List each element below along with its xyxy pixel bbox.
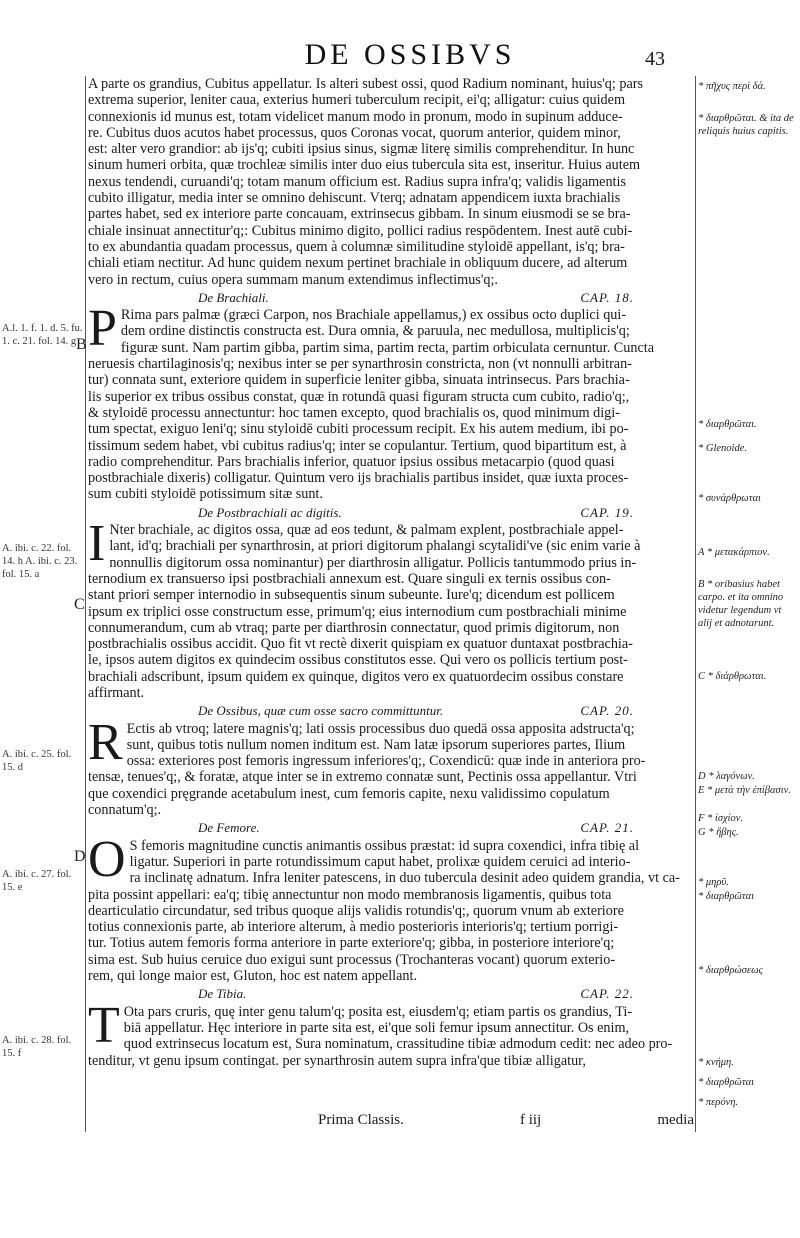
- chapter-21: [88, 820, 694, 984]
- chapter-heading: [88, 986, 694, 1002]
- text-line: le, ipsos autem digitos ex quindecim ossibus constitutos esse. Qui vero os pollicis tertium post-: [88, 652, 628, 669]
- right-margin-note: A * μετακάρπιον.: [698, 547, 770, 558]
- text-line: & styloidē processu annectuntur: hoc tamen excepto, quod brachialis os, quod minimum digi-: [88, 404, 620, 421]
- gathering-mark: f iij: [519, 1112, 542, 1128]
- right-margin-note: * μηρῦ.: [698, 877, 729, 888]
- margin-letter: B: [76, 336, 87, 353]
- left-column-rule: [85, 76, 86, 1132]
- text-line: pita possint appellari: ea'q; tibię annectuntur non modo membranosis ligamentis, quibus tota: [88, 886, 612, 903]
- text-line: brachiali adscribunt, ipsum quidem ex quinque, digitos vero ex quatuordecim ossibus constare: [88, 668, 624, 685]
- left-margin-note: A. ibi. c. 22. fol. 14. h A. ibi. c. 23. fol. 15. a: [2, 543, 78, 580]
- chapter-heading: [88, 820, 694, 836]
- text-line: partes habet, sed ex interiore parte concauam, extrinsecus gibbam. In sinum eiusmodi se se bra-: [88, 206, 631, 223]
- catchword: media: [657, 1112, 694, 1128]
- text-line: nexus tendendi, curuandi'q; totam manum officium est. Radius supra infra'q; validis ligamentis: [88, 173, 626, 190]
- chapter-number: CAP. 22.: [580, 986, 634, 1002]
- chapter-title: De Postbrachiali ac digitis.: [198, 504, 342, 520]
- right-margin-note: * διαρθρώσεως: [698, 965, 763, 976]
- text-line: S femoris magnitudine cunctis animantis ossibus præstat: id supra coxendici, infra tibię al: [129, 837, 640, 854]
- right-margin-note: C * διάρθρωται.: [698, 671, 767, 682]
- text-line: tensæ, tenues'q;, & foratæ, atque inter se in extremo connatæ sunt, Pectinis ossa appellantur. Vtri: [88, 769, 637, 786]
- text-line: ligatur. Superiori in parte rotundissimum caput habet, prolixæ quidem ceruici ad interio-: [129, 853, 631, 870]
- margin-letter: C: [74, 596, 85, 613]
- right-margin-note: * διαρθρῶται: [698, 1077, 755, 1088]
- right-margin-note: G * ἥβης.: [698, 827, 739, 838]
- text-line: connexionis id munus est, totam videlicet manum modo in pronum, modo in supinum adduce-: [88, 108, 623, 125]
- text-line: to ex abundantia quadam processus, quem à columnæ similitudine styloidē appellant, is'q; bra-: [88, 238, 625, 255]
- text-line: ra inclinatę adnatum. Infra leniter patescens, in duo tubercula desinit adeo quidem grandia, vt ca-: [129, 870, 680, 887]
- text-line: lis superior ex tribus ossibus constat, quæ in rotundā quasi figuram structa cum cubito, radio'q;,: [88, 388, 630, 405]
- text-line: sima est. Sub huius ceruice duo exigui sunt processus (Trochanteras vocant) quorum exterio-: [88, 951, 616, 968]
- text-line: radio comprehenditur. Pars brachialis inferior, quatuor ipsius ossibus metacarpio (quod quasi: [88, 453, 615, 470]
- text-line: sum cubiti styloidē potissimum sitæ sunt.: [88, 486, 323, 503]
- text-line: postbrachiale dixeris) colligatur. Quintum vero ijs brachialis partibus insidet, quæ iuxta proces-: [88, 470, 629, 487]
- text-line: tum spectat, exiguo leni'q; sinu styloidē cubiti processum recipit. Ex his autem medium, ibi po-: [88, 421, 629, 438]
- right-margin-note: * διαρθρῶται: [698, 891, 755, 902]
- chapter-heading: [88, 505, 694, 521]
- text-line: Ota pars cruris, quę inter genu talum'q; posita est, eiusdem'q; etiam partis os grandius, Ti-: [123, 1003, 633, 1020]
- right-margin-note: * κνήμη.: [698, 1057, 734, 1068]
- text-line: neruesis chartilaginosis'q; nexibus inter se per synarthrosin constricta, non (vt nonnulli arbitran-: [88, 356, 632, 373]
- text-line: stant priori semper internodio in subsequentis sinum subeunte. Iure'q; dicendum est pollicem: [88, 587, 615, 604]
- chapter-heading: [88, 290, 694, 306]
- chapter-title: De Brachiali.: [198, 289, 269, 305]
- text-line: quod extrinsecus locatum est, Sura nominatum, crassitudine tibiæ admodum cedit: nec adeo pro-: [123, 1036, 673, 1053]
- running-head: DE OSSIBVS: [304, 38, 516, 71]
- text-line: ternodium ex transuerso ipsi postbrachiali annexum est. Quare singuli ex ternis ossibus con-: [88, 570, 611, 587]
- chapter-number: CAP. 18.: [580, 289, 634, 305]
- text-line: lant, id'q; brachiali per synarthrosin, at priori digitorum phalangi scytalidi've (sic enim varie à: [109, 538, 641, 555]
- text-line: Ectis ab vtroq; latere magnis'q; lati ossis processibus duo quedā ossa apposita adstructa'q;: [126, 720, 635, 737]
- text-line: vero in rectum, cuius opera summam manum extendimus inflectimus'q;.: [88, 271, 498, 288]
- text-line: tur. Totius autem femoris forma anteriore in parte exteriore'q; gibba, in posteriore interiore'q;: [88, 935, 615, 952]
- drop-cap: T: [88, 996, 120, 1054]
- text-line: Nter brachiale, ac digitos ossa, quæ ad eos tedunt, & palmam explent, postbrachiale appel-: [109, 522, 624, 539]
- chapter-22: [88, 986, 694, 1068]
- text-line: extrema superior, leniter caua, exterius humeri tuberculum recipit, ei'q; alligatur: cuius quidem: [88, 92, 625, 109]
- left-margin-note: A. ibi. c. 25. fol. 15. d: [2, 749, 72, 773]
- page-footer: [88, 1112, 694, 1129]
- drop-cap: R: [88, 713, 123, 771]
- right-margin-note: * πῆχυς περὶ δά.: [698, 81, 766, 92]
- right-margin-note: B * oribasius habet carpo. et ita omnino videtur legendum vt alij et adnotarunt.: [698, 579, 784, 629]
- right-margin-note: * διαρθρῶται. & ita de reliquis huius capitis.: [698, 113, 794, 137]
- text-line: biā appellatur. Hęc interiore in parte sita est, ei'que soli femur ipsum annectitur. Os enim,: [123, 1019, 630, 1036]
- text-line: tur) connata sunt, exteriore quidem in superficie leniter gibba, sinuata intrinsecus. Pars brachia-: [88, 372, 630, 389]
- text-line: dem ordine distinctis constructa est. Dura omnia, & paruula, nec medullosa, multiplicis'q;: [120, 323, 630, 340]
- text-line: que coxendici pręgrande acetabulum inest, cum femoris capite, nexu validissimo copulatum: [88, 785, 610, 802]
- right-margin-note: * περόνη.: [698, 1097, 739, 1108]
- text-line: totius connexionis parte, ab interiore alterum, à medio posterioris interioris'q; tertium porrigi-: [88, 919, 619, 936]
- left-margin-note: A. ibi. c. 28. fol. 15. f: [2, 1035, 72, 1059]
- chapter-title: De Femore.: [198, 820, 260, 836]
- text-line: ossa: exteriores post femoris ingressum inferiores'q;, Coxendicū: quæ inde in anteriora pro-: [126, 753, 646, 770]
- text-line: nonnullis digitorum ossa nominantur) per diarthrosin alligatur. Pollicis tantummodo prius in-: [109, 554, 637, 571]
- text-line: postbrachialis ossibus accidit. Quo fit vt rectè dixerit quispiam ex quatuor duntaxat postbrachia-: [88, 636, 633, 653]
- text-line: figuræ sunt. Nam partim gibba, partim sima, partim recta, partim orbiculata cernuntur. Cuncta: [120, 339, 654, 356]
- chapter-20: [88, 703, 694, 818]
- drop-cap: I: [88, 515, 106, 573]
- text-line: tissimum sedem habet, vbi cubitus radius'q; inter se copulantur. Tertium, quod bipartitum est, à: [88, 437, 627, 454]
- chapter-number: CAP. 19.: [580, 504, 634, 520]
- page-number: 43: [645, 48, 665, 70]
- text-line: sunt, quibus totis nullum nomen inditum est. Nam latæ ipsorum superiores partes, Ilium: [126, 736, 626, 753]
- chapter-title: De Tibia.: [198, 986, 247, 1002]
- right-margin-note: E * μετὰ τὴν ἐπίβασιν.: [698, 785, 791, 796]
- right-margin-note: * Glenoide.: [698, 443, 747, 454]
- left-margin-note: A.l. 1. f. 1. d. 5. fu. 1. c. 21. fol. 14. g: [2, 323, 83, 347]
- signature-mark: Prima Classis.: [318, 1112, 404, 1128]
- main-text-column: [88, 76, 694, 1069]
- text-line: tenditur, vt genu ipsum contingat. per synarthrosin autem supra infra'que tibiæ alligatur,: [88, 1052, 586, 1069]
- text-line: re. Cubitus duos acutos habet processus, quos Coronas vocat, quorum anterior, quidem minor,: [88, 124, 621, 141]
- drop-cap: O: [88, 830, 126, 888]
- intro-paragraph: [88, 76, 694, 288]
- chapter-number: CAP. 21.: [580, 820, 634, 836]
- text-line: connumerandum, cum ab vtraq; parte per diarthrosin connectatur, quod primis digitorum, non: [88, 619, 620, 636]
- right-margin-note: * διαρθρῶται.: [698, 419, 757, 430]
- chapter-number: CAP. 20.: [580, 703, 634, 719]
- text-line: connatum'q;.: [88, 802, 162, 819]
- right-column-rule: [695, 76, 696, 1132]
- text-line: chiali etiam nectitur. Ad hunc quidem nexum pertinet brachiale in obliquum ducere, ad alterum: [88, 255, 628, 272]
- right-margin-note: D * λαγόνων.: [698, 771, 755, 782]
- text-line: A parte os grandius, Cubitus appellatur. Is alteri subest ossi, quod Radium nominant, huius'q; pars: [88, 76, 644, 92]
- right-margin-note: * συνάρθρωται: [698, 493, 761, 504]
- text-line: sinum humeri orbita, quæ trochleæ similis inter duo eius tubercula sita est, inseritur. Huius autem: [88, 157, 641, 174]
- right-margin-note: F * ἰσχίον.: [698, 813, 744, 824]
- left-margin-note: A. ibi. c. 27. fol. 15. e: [2, 869, 72, 893]
- text-line: ipsum ex triplici osse constructum esse, primum'q; eius internodium cum postbrachiali minime: [88, 603, 627, 620]
- text-line: rem, qui longe maior est, Gluton, hoc est natem appellant.: [88, 968, 417, 985]
- text-line: chiale insinuat annectitur'q;: Cubitus minimo digito, pollici radius respōdentem. Inest autē cubi-: [88, 222, 633, 239]
- chapter-18: [88, 290, 694, 503]
- text-line: Rima pars palmæ (græci Carpon, nos Brachiale appellamus,) ex ossibus octo duplici qui-: [120, 307, 627, 324]
- text-line: affirmant.: [88, 684, 145, 701]
- drop-cap: P: [88, 300, 117, 358]
- text-line: est: alter vero grandior: ab ijs'q; cubiti ipsius sinus, sigmæ literę similis comprehenditur. In hunc: [88, 141, 635, 158]
- text-line: cubito illigatur, media inter se omnino dehiscunt. Vterq; adnatam appendicem iuxta brachialis: [88, 190, 621, 207]
- text-line: dearticulatio circundatur, sed tribus quoque alijs validis rotundis'q;, quorum vnum ab exteriore: [88, 902, 624, 919]
- chapter-title: De Ossibus, quæ cum osse sacro committuntur.: [198, 703, 444, 719]
- chapter-19: [88, 505, 694, 702]
- margin-letter: D: [74, 848, 86, 865]
- chapter-heading: [88, 703, 694, 719]
